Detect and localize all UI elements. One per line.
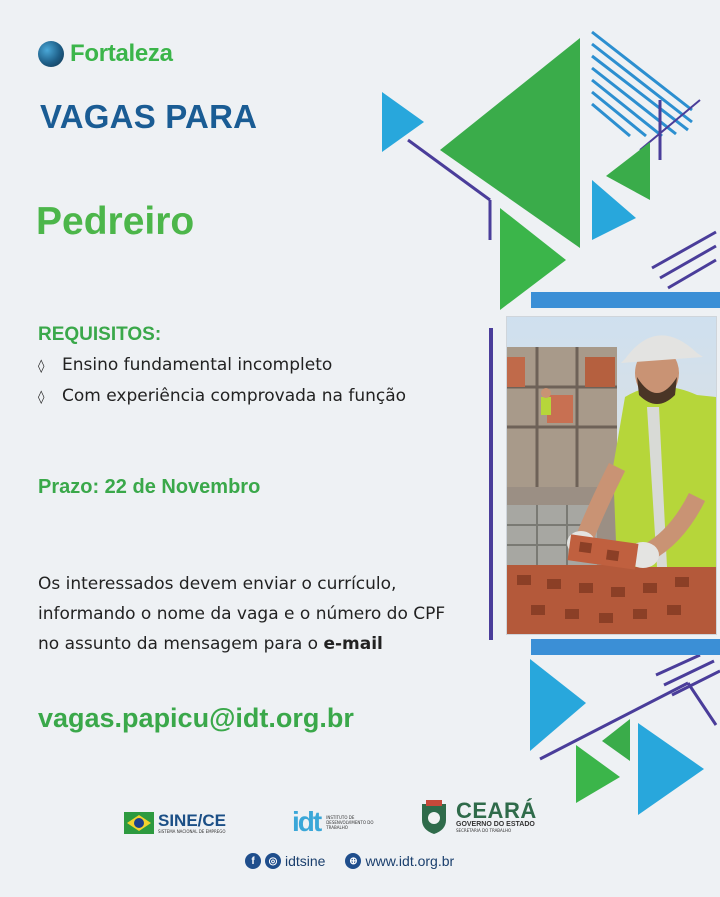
list-item — [38, 352, 406, 383]
sine-logo — [124, 808, 226, 838]
website-link[interactable]: www.idt.org.br — [365, 853, 455, 869]
sine-name: SINE/CE — [158, 810, 227, 830]
deadline: Prazo: 22 de Novembro — [38, 476, 261, 498]
instructions-line: informando o nome da vaga e o número do CPF — [38, 604, 446, 624]
city-header — [38, 40, 173, 68]
brazil-flag-icon — [124, 808, 154, 838]
email-emphasis: e-mail — [323, 634, 383, 654]
accent-bar-bottom — [531, 639, 720, 655]
contact-email[interactable]: vagas.papicu@idt.org.br — [38, 703, 354, 733]
instructions-line: Os interessados devem enviar o currículo, — [38, 574, 397, 594]
accent-line-left — [489, 328, 493, 640]
idt-logo — [292, 806, 386, 838]
requirement-text: Com experiência comprovada na função — [62, 386, 407, 406]
ceara-name: CEARÁ — [456, 798, 537, 823]
ceara-department: SECRETARIA DO TRABALHO — [456, 828, 512, 833]
requirement-text: Ensino fundamental incompleto — [62, 355, 333, 375]
footer-contacts — [245, 853, 454, 869]
crest-icon — [420, 800, 448, 834]
decorative-shapes-bottom — [520, 655, 720, 815]
list-item — [38, 383, 406, 414]
ceara-subtitle: GOVERNO DO ESTADO — [456, 821, 535, 828]
accent-bar-top — [531, 292, 720, 308]
decorative-shapes-top — [370, 20, 720, 320]
facebook-icon[interactable]: f — [245, 853, 261, 869]
sine-subtitle: SISTEMA NACIONAL DE EMPREGO — [158, 828, 226, 834]
bricklayer-photo — [506, 316, 717, 635]
instagram-icon[interactable]: ◎ — [265, 853, 281, 869]
idt-subtitle: INSTITUTO DE DESENVOLVIMENTO DO TRABALHO — [326, 814, 374, 830]
requirements-title: REQUISITOS: — [38, 324, 162, 345]
city-label: Fortaleza — [70, 40, 173, 67]
social-handle[interactable]: idtsine — [285, 853, 326, 869]
ceara-logo — [420, 800, 537, 834]
website-icon: ⊕ — [345, 853, 361, 869]
headline: VAGAS PARA — [40, 98, 258, 135]
job-title: Pedreiro — [36, 200, 195, 243]
requirements-list — [38, 352, 406, 414]
diamond-bullet-icon: ◊ — [38, 390, 45, 405]
globe-icon — [38, 41, 64, 67]
instructions — [38, 569, 488, 659]
diamond-bullet-icon: ◊ — [38, 359, 45, 374]
instructions-line: no assunto da mensagem para o e-mail — [38, 634, 383, 654]
idt-mark: idt — [292, 806, 321, 837]
